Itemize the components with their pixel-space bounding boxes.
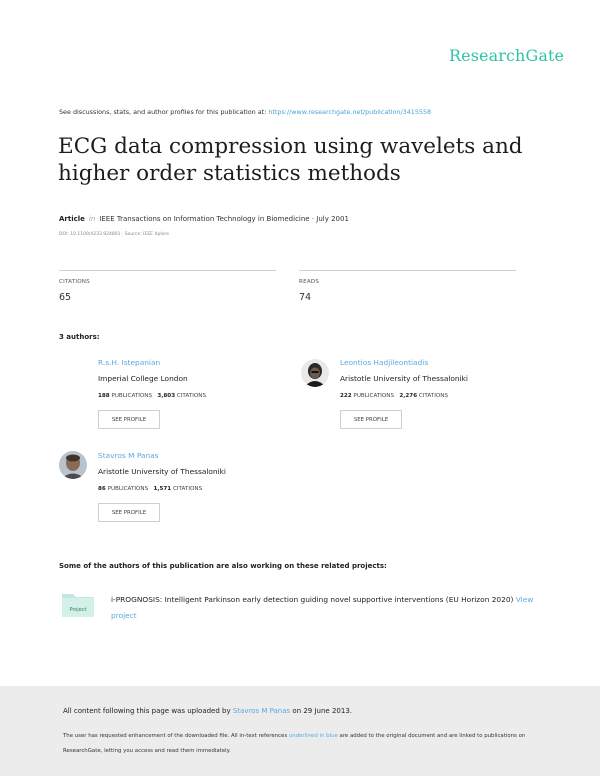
researchgate-logo[interactable]: ResearchGate [449, 46, 565, 65]
see-profile-button[interactable]: SEE PROFILE [98, 410, 160, 429]
see-profile-button[interactable]: SEE PROFILE [98, 503, 160, 522]
citations-label: CITATIONS [176, 393, 207, 399]
publications-label: PUBLICATIONS [111, 393, 153, 399]
publications-label: PUBLICATIONS [353, 393, 395, 399]
author-stats [98, 486, 202, 492]
upload-suffix: on 29 June 2013. [290, 707, 352, 715]
upload-note [63, 707, 352, 715]
folder-icon [61, 590, 95, 618]
reads-label: READS [299, 279, 320, 285]
discussion-note [59, 108, 431, 116]
citations-label: CITATIONS [172, 486, 203, 492]
enhancement-note [63, 729, 543, 759]
publications-count: 222 [340, 393, 352, 399]
author-stats [98, 393, 206, 399]
publication-url-link[interactable]: https://www.researchgate.net/publication/3415558 [268, 108, 432, 116]
reads-divider [299, 270, 516, 271]
publications-count: 86 [98, 486, 106, 492]
underlined-in-blue-text: underlined in blue [288, 733, 338, 739]
project-icon-label: Project [69, 607, 87, 613]
citations-count: 1,571 [153, 486, 172, 492]
author-name-panas[interactable]: Stavros M Panas [98, 451, 159, 460]
author-name-istepanian[interactable]: R.s.H. Istepanian [98, 358, 161, 367]
uploader-link[interactable]: Stavros M Panas [232, 707, 291, 715]
see-profile-button[interactable]: SEE PROFILE [340, 410, 402, 429]
avatar-panas[interactable] [59, 451, 87, 479]
citations-divider [59, 270, 276, 271]
author-institution: Aristotle University of Thessaloniki [340, 374, 468, 383]
author-institution: Imperial College London [98, 374, 188, 383]
article-type: Article [59, 215, 85, 223]
citations-value: 65 [59, 292, 72, 303]
related-projects-heading: Some of the authors of this publication are also working on these related projects: [59, 562, 387, 570]
citations-label: CITATIONS [59, 279, 90, 285]
upload-prefix: All content following this page was uploaded by [63, 707, 233, 715]
citations-label: CITATIONS [418, 393, 449, 399]
publications-count: 188 [98, 393, 110, 399]
enhancement-suffix: are added to the original document and are linked to publications on ResearchGate, letting you access and read them immediately. [63, 733, 526, 754]
authors-heading: 3 authors: [59, 333, 100, 341]
enhancement-prefix: The user has requested enhancement of the downloaded file. All in-text references [63, 733, 289, 739]
citations-count: 2,276 [399, 393, 418, 399]
publications-label: PUBLICATIONS [107, 486, 149, 492]
doi-source: DOI: 10.1109/4233.924801 · Source: IEEE Xplore [59, 232, 169, 237]
citations-count: 3,803 [157, 393, 176, 399]
author-photo-icon [301, 359, 329, 387]
author-stats [340, 393, 448, 399]
in-label: in [88, 215, 96, 223]
related-project [111, 592, 551, 624]
article-meta [59, 215, 349, 223]
view-project-link[interactable]: View project [111, 595, 534, 620]
author-photo-icon [59, 451, 87, 479]
author-name-hadjileontiadis[interactable]: Leontios Hadjileontiadis [340, 358, 429, 367]
avatar-hadjileontiadis[interactable] [301, 359, 329, 387]
page-title: ECG data compression using wavelets and higher order statistics methods [58, 134, 523, 186]
author-institution: Aristotle University of Thessaloniki [98, 467, 226, 476]
journal-venue: IEEE Transactions on Information Technology in Biomedicine · July 2001 [99, 215, 349, 223]
reads-value: 74 [299, 292, 312, 303]
project-icon [61, 590, 95, 618]
discussion-text: See discussions, stats, and author profiles for this publication at: [59, 108, 269, 116]
project-title: i-PROGNOSIS: Intelligent Parkinson early detection guiding novel supportive interventions (EU Horizon 2020) [111, 595, 514, 604]
